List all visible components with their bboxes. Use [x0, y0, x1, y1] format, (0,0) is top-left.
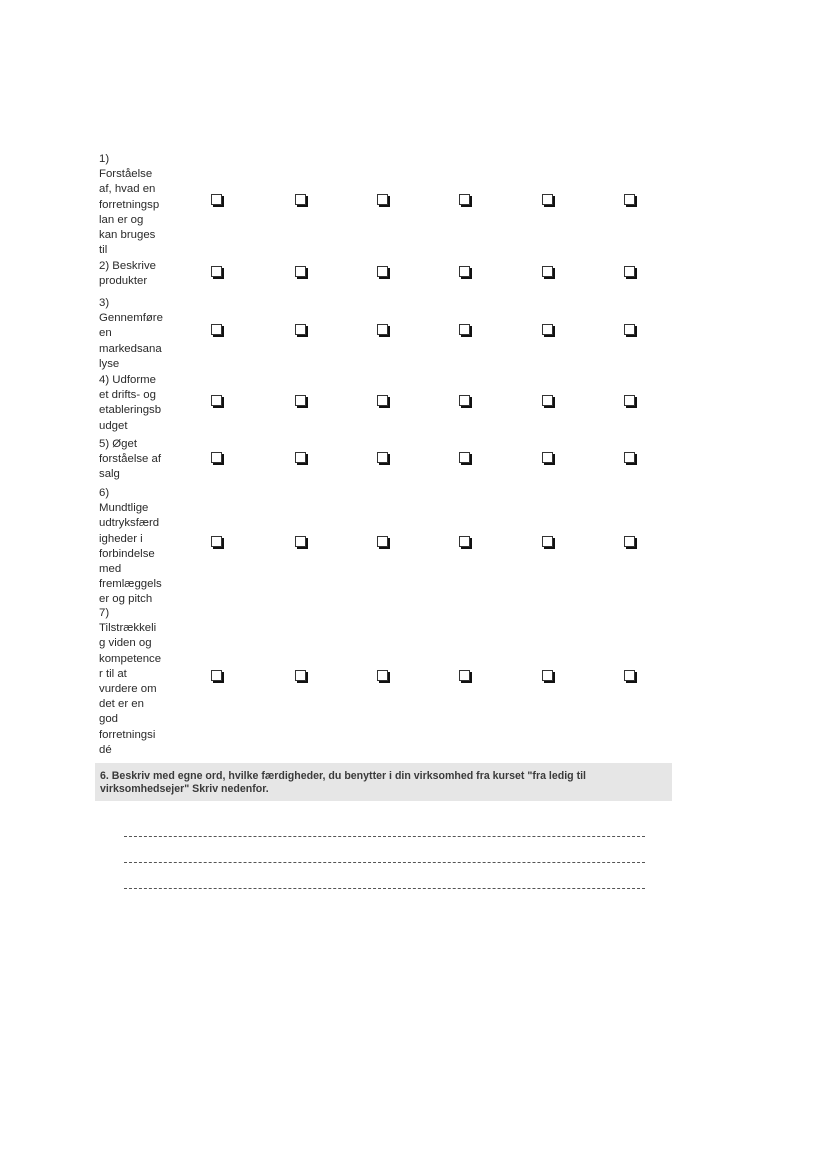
prompt-line: virksomhedsejer" Skriv nedenfor. [100, 782, 269, 795]
rating-checkbox-4[interactable] [459, 324, 470, 335]
rating-checkbox-4[interactable] [459, 452, 470, 463]
label-line: dé [99, 743, 112, 756]
label-line: igheder i [99, 532, 143, 545]
rating-checkbox-1[interactable] [211, 324, 222, 335]
question-label-3 [99, 296, 172, 372]
question-label-7 [99, 606, 172, 758]
question-row-1 [0, 152, 827, 257]
question-6-prompt [95, 763, 672, 801]
rating-checkbox-5[interactable] [542, 266, 553, 277]
label-line: produkter [99, 275, 148, 288]
label-line: med [99, 563, 122, 576]
question-row-5 [0, 437, 827, 482]
rating-checkbox-3[interactable] [377, 395, 388, 406]
label-line: til [99, 244, 108, 257]
rating-checkbox-6[interactable] [624, 670, 635, 681]
label-line: forbindelse [99, 547, 155, 560]
label-line: r til at [99, 667, 127, 680]
rating-checkbox-5[interactable] [542, 536, 553, 547]
label-line: salg [99, 468, 120, 481]
question-label-1 [99, 152, 172, 258]
rating-checkbox-2[interactable] [295, 194, 306, 205]
rating-checkbox-2[interactable] [295, 324, 306, 335]
rating-checkbox-3[interactable] [377, 670, 388, 681]
label-line: udget [99, 419, 128, 432]
rating-checkbox-5[interactable] [542, 395, 553, 406]
question-row-2 [0, 259, 827, 291]
question-row-4 [0, 373, 827, 431]
rating-checkbox-2[interactable] [295, 452, 306, 463]
rating-checkbox-2[interactable] [295, 395, 306, 406]
label-line: forretningsp [99, 198, 160, 211]
rating-checkbox-4[interactable] [459, 670, 470, 681]
rating-checkbox-4[interactable] [459, 266, 470, 277]
rating-checkbox-3[interactable] [377, 324, 388, 335]
label-line: det er en [99, 698, 144, 711]
label-line: g viden og [99, 637, 152, 650]
label-line: etableringsb [99, 404, 162, 417]
label-line: af, hvad en [99, 183, 156, 196]
rating-checkbox-6[interactable] [624, 266, 635, 277]
rating-checkbox-6[interactable] [624, 324, 635, 335]
rating-checkbox-3[interactable] [377, 452, 388, 463]
label-line: Gennemføre [99, 312, 163, 325]
label-line: 2) Beskrive [99, 260, 156, 272]
rating-checkbox-1[interactable] [211, 452, 222, 463]
label-line: en [99, 327, 112, 340]
label-line: 6) [99, 487, 110, 499]
rating-checkbox-4[interactable] [459, 536, 470, 547]
answer-line-3[interactable] [124, 888, 645, 889]
rating-checkbox-6[interactable] [624, 536, 635, 547]
label-line: vurdere om [99, 683, 157, 696]
label-line: fremlæggels [99, 578, 162, 591]
question-row-7 [0, 606, 827, 754]
label-line: markedsana [99, 342, 162, 355]
label-line: Mundtlige [99, 502, 149, 515]
question-label-6 [99, 486, 172, 608]
question-row-3 [0, 296, 827, 368]
label-line: lyse [99, 357, 120, 370]
label-line: Forståelse [99, 168, 153, 181]
rating-checkbox-1[interactable] [211, 266, 222, 277]
rating-checkbox-6[interactable] [624, 194, 635, 205]
rating-checkbox-1[interactable] [211, 670, 222, 681]
label-line: 3) [99, 297, 110, 309]
label-line: kan bruges [99, 229, 156, 242]
rating-checkbox-5[interactable] [542, 324, 553, 335]
rating-checkbox-4[interactable] [459, 395, 470, 406]
rating-checkbox-2[interactable] [295, 670, 306, 681]
rating-checkbox-3[interactable] [377, 536, 388, 547]
rating-checkbox-5[interactable] [542, 194, 553, 205]
answer-line-2[interactable] [124, 862, 645, 863]
label-line: lan er og [99, 213, 144, 226]
rating-checkbox-6[interactable] [624, 395, 635, 406]
rating-checkbox-4[interactable] [459, 194, 470, 205]
question-label-5 [99, 437, 172, 483]
rating-checkbox-3[interactable] [377, 266, 388, 277]
question-label-4 [99, 373, 172, 434]
rating-checkbox-1[interactable] [211, 395, 222, 406]
rating-checkbox-6[interactable] [624, 452, 635, 463]
label-line: 5) Øget [99, 438, 137, 450]
rating-checkbox-2[interactable] [295, 266, 306, 277]
label-line: kompetence [99, 652, 162, 665]
prompt-line: 6. Beskriv med egne ord, hvilke færdigheder, du benytter i din virksomhed fra kurset "fra ledig til [100, 770, 586, 782]
label-line: god [99, 713, 119, 726]
label-line: 7) [99, 607, 110, 619]
answer-line-1[interactable] [124, 836, 645, 837]
label-line: er og pitch [99, 593, 153, 606]
question-row-6 [0, 486, 827, 606]
rating-checkbox-2[interactable] [295, 536, 306, 547]
label-line: forståelse af [99, 453, 162, 466]
label-line: udtryksfærd [99, 517, 160, 530]
label-line: et drifts- og [99, 389, 156, 402]
label-line: 4) Udforme [99, 374, 156, 386]
rating-checkbox-5[interactable] [542, 452, 553, 463]
label-line: forretningsi [99, 728, 156, 741]
question-label-2 [99, 259, 172, 289]
rating-checkbox-1[interactable] [211, 194, 222, 205]
rating-checkbox-3[interactable] [377, 194, 388, 205]
label-line: Tilstrækkeli [99, 622, 157, 635]
label-line: 1) [99, 153, 110, 165]
rating-checkbox-5[interactable] [542, 670, 553, 681]
rating-checkbox-1[interactable] [211, 536, 222, 547]
